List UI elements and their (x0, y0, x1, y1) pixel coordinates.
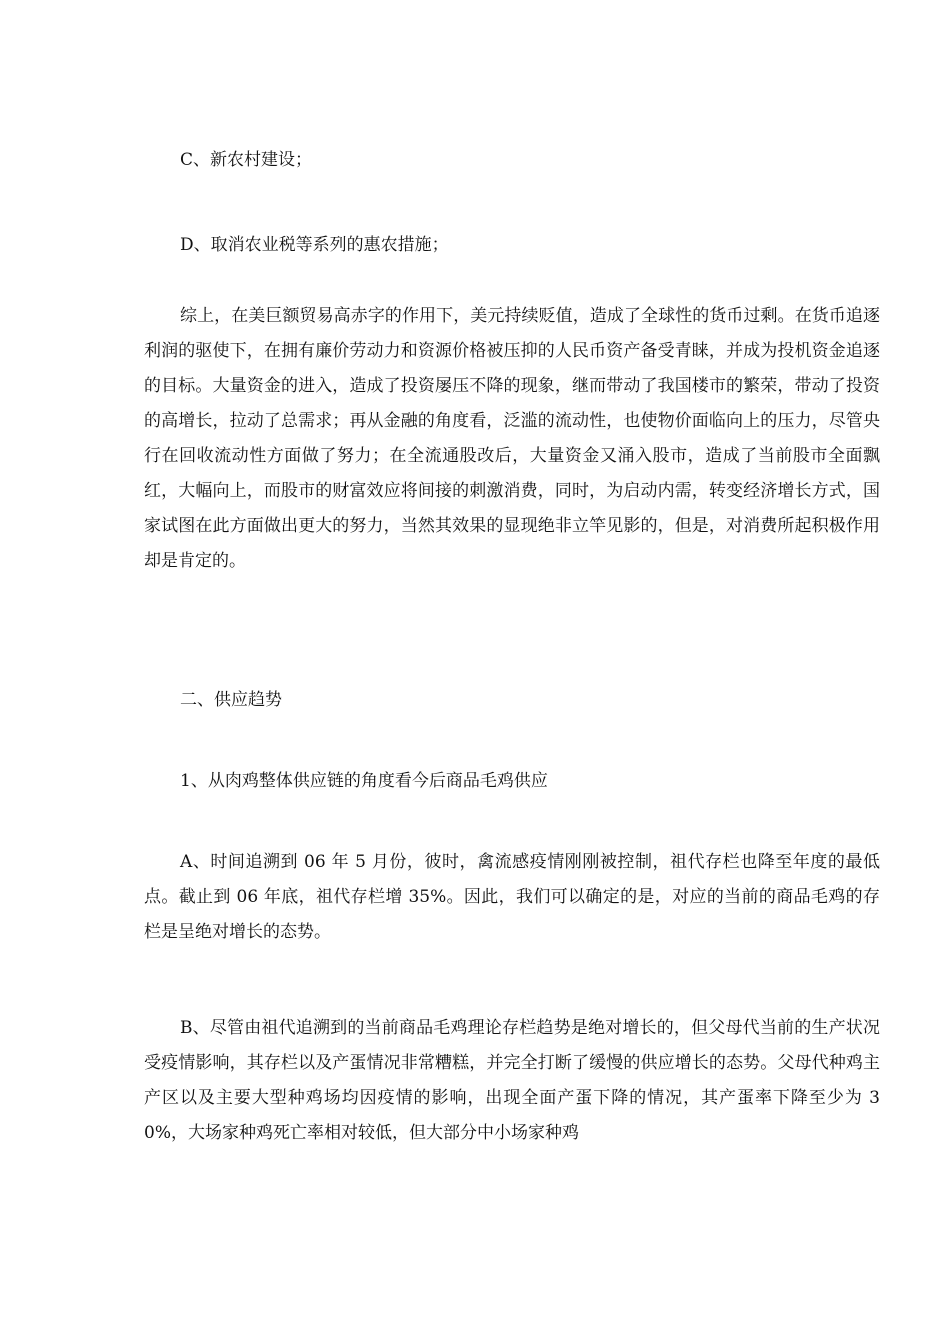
list-item-d: D、取消农业税等系列的惠农措施； (180, 235, 449, 255)
summary-paragraph: 综上，在美巨额贸易高赤字的作用下，美元持续贬值，造成了全球性的货币过剩。在货币追逐利润的驱使下，在拥有廉价劳动力和资源价格被压抑的人民币资产备受青睐，并成为投机资金追逐的目标。大量资金的进入，造成了投资屡压不降的现象，继而带动了我国楼市的繁荣，带动了投资的高增长，拉动了总需求；再从金融的角度看，泛滥的流动性，也使物价面临向上的压力，尽管央行在回收流动性方面做了努力；在全流通股改后，大量资金又涌入股市，造成了当前股市全面飘红，大幅向上，而股市的财富效应将间接的刺激消费，同时，为启动内需，转变经济增长方式，国家试图在此方面做出更大的努力，当然其效果的显现绝非立竿见影的，但是，对消费所起积极作用却是肯定的。 (144, 306, 880, 571)
point-b-paragraph: B、尽管由祖代追溯到的当前商品毛鸡理论存栏趋势是绝对增长的，但父母代当前的生产状况受疫情影响，其存栏以及产蛋情况非常糟糕，并完全打断了缓慢的供应增长的态势。父母代种鸡主产区以及主要大型种鸡场均因疫情的影响，出现全面产蛋下降的情况，其产蛋率下降至少为 30%，大场家种鸡死亡率相对较低，但大部分中小场家种鸡 (144, 1018, 880, 1143)
section-heading: 二、供应趋势 (180, 690, 282, 710)
subsection-heading: 1、从肉鸡整体供应链的角度看今后商品毛鸡供应 (180, 771, 548, 791)
list-item-c: C、新农村建设； (180, 150, 313, 170)
point-a-paragraph: A、时间追溯到 06 年 5 月份，彼时，禽流感疫情刚刚被控制，祖代存栏也降至年度的最低点。截止到 06 年底，祖代存栏增 35%。因此，我们可以确定的是，对应的当前的商品毛鸡的存栏是呈绝对增长的态势。 (144, 852, 880, 942)
